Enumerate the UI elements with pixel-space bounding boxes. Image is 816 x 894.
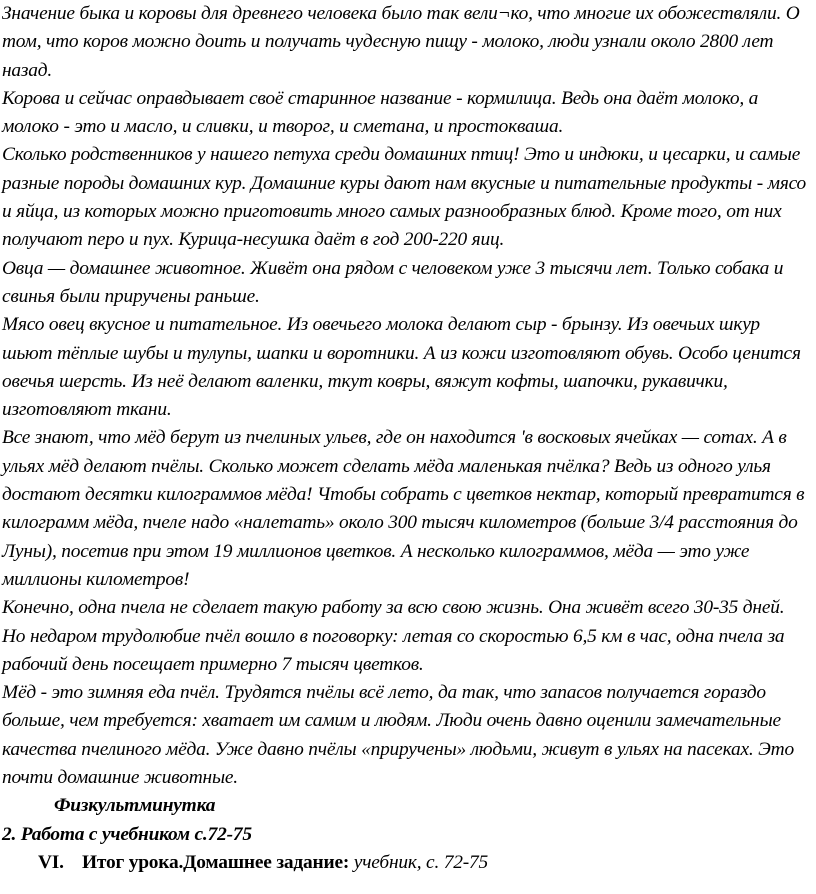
fizkultminutka-heading: Физкультминутка — [54, 795, 216, 817]
paragraph-honey: Все знают, что мёд берут из пчелиных ульев, где он находится 'в восковых ячейках — сотах. А в ульях мёд делают пчёлы. Сколько может сделать мёда маленькая пчёлка? Ведь из одного улья достают десятки килограммов мёда! Чтобы собрать с цветков нектар, который превратится в килограмм мёда, пчеле надо «налетать» около 300 тысяч километров (больше 3/4 расстояния до Луны), посетив при этом 19 миллионов цветков. А несколько килограммов, мёда — это уже миллионы километров! — [2, 427, 805, 590]
homework-value: учебник, с. 72-75 — [353, 851, 488, 873]
paragraph-cow-nurse: Корова и сейчас оправдывает своё старинное название - кормилица. Ведь она даёт молоко, а молоко - это и масло, и сливки, и творог, и сметана, и простокваша. — [2, 87, 759, 138]
paragraph-sheep: Овца — домашнее животное. Живёт она рядом с человеком уже 3 тысячи лет. Только собака и свинья были приручены раньше. — [2, 257, 784, 307]
paragraph-sheep-products: Мясо овец вкусное и питательное. Из овечьего молока делают сыр - брынзу. Из овечьих шкур шьют тёплые шубы и тулупы, шапки и воротники. А из кожи изготовляют обувь. Особо ценится овечья шерсть. Из неё делают валенки, ткут ковры, вяжут кофты, шапочки, рукавички, изготовляют ткани. — [2, 314, 801, 421]
paragraph-cow-significance: Значение быка и коровы для древнего человека было так вели¬ко, что многие их обожествляли. О том, что коров можно доить и получать чудесную пищу - молоко, люди узнали около 2800 лет назад. — [2, 3, 800, 81]
paragraph-bee-life: Конечно, одна пчела не сделает такую работу за всю свою жизнь. Она живёт всего 30-35 дней. Но недаром трудолюбие пчёл вошло в поговорку: летая со скоростью 6,5 км в час, одна пчела за рабочий день посещает примерно 7 тысяч цветков. — [2, 597, 785, 675]
textbook-work-heading: 2. Работа с учебником с.72-75 — [2, 823, 252, 845]
paragraph-poultry: Сколько родственников у нашего петуха среди домашних птиц! Это и индюки, и цесарки, и самые разные породы домашних кур. Домашние куры дают нам вкусные и питательные продукты - мясо и яйца, из которых можно приготовить много самых разнообразных блюд. Кроме того, от них получают перо и пух. Курица-несушка даёт в год 200-220 яиц. — [2, 144, 807, 251]
homework-label: Итог урока.Домашнее задание: — [82, 851, 350, 873]
section-number: VI. — [38, 851, 64, 873]
paragraph-bee-food: Мёд - это зимняя еда пчёл. Трудятся пчёлы всё лето, да так, что запасов получается гораздо больше, чем требуется: хватает им самим и людям. Люди очень давно оценили замечательные качества пчелиного мёда. Уже давно пчёлы «приручены» людьми, живут в ульях на пасеках. Это почти домашние животные. — [2, 682, 794, 789]
lesson-summary-line — [2, 849, 812, 877]
